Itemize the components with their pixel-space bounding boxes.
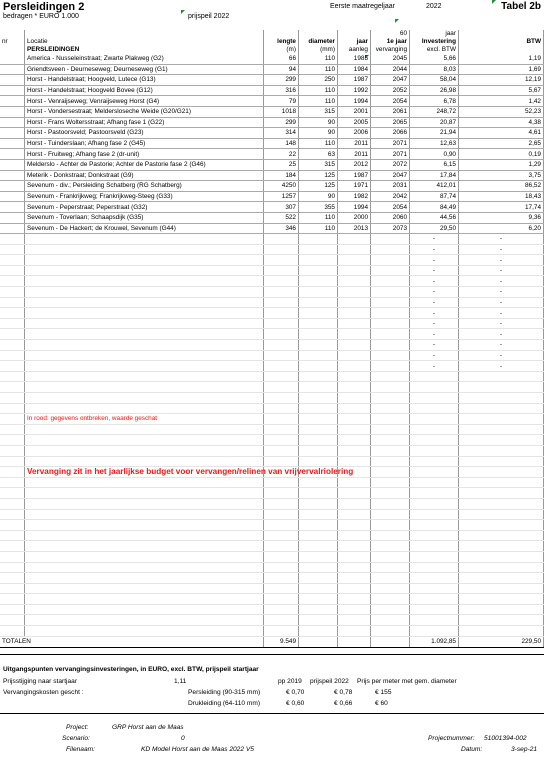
persleiding-pp2019: € 0,70 <box>286 689 305 696</box>
table-row <box>0 96 544 107</box>
table-row <box>0 149 544 160</box>
cell-aanleg: 2013 <box>338 223 371 234</box>
datum-value: 3-sep-21 <box>511 746 538 753</box>
empty-row <box>0 276 544 287</box>
cell-aanleg: 1984 <box>338 64 371 75</box>
cell-aanleg: 1985 <box>338 54 371 64</box>
col-locatie: Locatie <box>25 38 264 46</box>
table-number: Tabel 2b <box>501 1 541 12</box>
budget-note: Vervanging zit in het jaarlijkse budget voor vervangen/relinen van vrijvervalriolering <box>25 467 264 478</box>
cell-vervanging: 2042 <box>371 191 410 202</box>
cell-investering: 6,15 <box>410 159 459 170</box>
empty-row <box>0 551 544 562</box>
cell-investering: 12,63 <box>410 138 459 149</box>
filenaam-label: Filenaam: <box>66 746 95 753</box>
table-row <box>0 223 544 234</box>
cell-locatie: Horst - Tuinderslaan; Afhang fase 2 (G45) <box>25 138 264 149</box>
cell-diameter: 250 <box>299 75 338 86</box>
cell-btw-dash: - <box>459 255 544 266</box>
table-row <box>0 138 544 149</box>
cell-diameter: 90 <box>299 128 338 139</box>
col-eerste-jaar: 1e jaar <box>371 38 410 46</box>
cell-locatie: Horst - Handelstraat; Hoogveld, Lutece (G13) <box>25 75 264 86</box>
projectnummer-value: 51001394-002 <box>484 735 527 742</box>
cell-investering-dash: - <box>410 244 459 255</box>
section-persleidingen: PERSLEIDINGEN <box>25 46 264 54</box>
cell-aanleg: 2005 <box>338 117 371 128</box>
cell-vervanging: 2061 <box>371 106 410 117</box>
project-label: Project: <box>66 724 89 731</box>
cell-marker <box>492 0 496 4</box>
cell-locatie: Sevenum - Peperstraat; Peperstraat (G32) <box>25 202 264 213</box>
empty-row <box>0 626 544 637</box>
page-title: Persleidingen 2 <box>3 1 85 13</box>
empty-row <box>0 255 544 266</box>
cell-btw-dash: - <box>459 361 544 372</box>
drukleiding-2022: € 0,66 <box>334 700 353 707</box>
col-lengte: lengte <box>264 38 299 46</box>
persleiding-label: Persleiding (90-315 mm) <box>188 689 261 696</box>
empty-row <box>0 393 544 404</box>
cell-locatie: Horst - Fruitweg; Afhang fase 2 (dr-unit) <box>25 149 264 160</box>
empty-row <box>0 477 544 488</box>
uitgang-title: Uitgangspunten vervangingsinvesteringen, in EURO, excl. BTW, prijspeil startjaar <box>3 666 259 673</box>
cell-aanleg: 1994 <box>338 202 371 213</box>
cell-btw-dash: - <box>459 318 544 329</box>
drukleiding-label: Drukleiding (64-110 mm) <box>188 700 261 707</box>
cell-diameter: 110 <box>299 54 338 64</box>
cell-btw: 0,19 <box>459 149 544 160</box>
cell-aanleg: 2011 <box>338 138 371 149</box>
col-lengte-unit: (m) <box>264 46 299 54</box>
cell-investering-dash: - <box>410 308 459 319</box>
totals-investering: 1.092,85 <box>410 636 459 647</box>
empty-row <box>0 520 544 531</box>
cell-btw: 5,67 <box>459 85 544 96</box>
cell-investering: 58,04 <box>410 75 459 86</box>
table-row <box>0 85 544 96</box>
table-row <box>0 54 544 64</box>
cell-investering-dash: - <box>410 265 459 276</box>
cell-aanleg: 2012 <box>338 159 371 170</box>
empty-row <box>0 604 544 615</box>
cell-lengte: 25 <box>264 159 299 170</box>
cell-investering: 17,84 <box>410 170 459 181</box>
cell-locatie: Horst - Venraijseweg; Venraijseweg Horst (G4) <box>25 96 264 107</box>
empty-row <box>0 456 544 467</box>
drukleiding-meter: € 60 <box>375 700 388 707</box>
drukleiding-pp2019: € 0,60 <box>286 700 305 707</box>
totals-lengte: 9.549 <box>264 636 299 647</box>
cell-btw: 1,19 <box>459 54 544 64</box>
table-row <box>0 106 544 117</box>
cell-diameter: 355 <box>299 202 338 213</box>
cell-btw: 17,74 <box>459 202 544 213</box>
cell-btw: 4,38 <box>459 117 544 128</box>
prijspeil2022-label: prijspeil 2022 <box>310 678 349 685</box>
datum-label: Datum: <box>461 746 483 753</box>
empty-row <box>0 435 544 446</box>
cell-vervanging: 2054 <box>371 96 410 107</box>
cell-lengte: 299 <box>264 117 299 128</box>
cell-btw-dash: - <box>459 276 544 287</box>
col-diameter: diameter <box>299 38 338 46</box>
table-row <box>0 64 544 75</box>
empty-row <box>0 498 544 509</box>
filenaam-value: KD Model Horst aan de Maas 2022 V5 <box>141 746 254 753</box>
cell-btw-dash: - <box>459 234 544 245</box>
cell-btw-dash: - <box>459 265 544 276</box>
prijsstijging-value: 1,11 <box>174 678 187 685</box>
col-nr: nr <box>2 38 8 45</box>
cell-btw: 18,43 <box>459 191 544 202</box>
empty-row <box>0 361 544 372</box>
cell-vervanging: 2072 <box>371 159 410 170</box>
empty-row <box>0 530 544 541</box>
cell-vervanging: 2071 <box>371 149 410 160</box>
life-value: 60 <box>371 30 410 38</box>
cell-btw-dash: - <box>459 329 544 340</box>
totals-label: TOTALEN <box>0 636 264 647</box>
empty-row <box>0 414 544 425</box>
cell-investering-dash: - <box>410 287 459 298</box>
cell-investering-dash: - <box>410 255 459 266</box>
empty-row <box>0 382 544 393</box>
empty-row <box>0 573 544 584</box>
cell-investering-dash: - <box>410 234 459 245</box>
cell-vervanging: 2047 <box>371 75 410 86</box>
cell-aanleg: 1992 <box>338 85 371 96</box>
prijsstijging-label: Prijsstijging naar startjaar <box>3 678 78 685</box>
cell-btw-dash: - <box>459 297 544 308</box>
cell-investering-dash: - <box>410 361 459 372</box>
eerste-maatregeljaar-label: Eerste maatregeljaar <box>330 3 395 10</box>
cell-diameter: 110 <box>299 85 338 96</box>
cell-diameter: 110 <box>299 212 338 223</box>
cell-btw-dash: - <box>459 244 544 255</box>
table-row <box>0 170 544 181</box>
cell-investering-dash: - <box>410 276 459 287</box>
cell-btw: 1,69 <box>459 64 544 75</box>
cell-btw-dash: - <box>459 350 544 361</box>
cell-lengte: 316 <box>264 85 299 96</box>
col-btw: BTW <box>459 38 544 46</box>
col-jaar: jaar <box>338 38 371 46</box>
cell-vervanging: 2071 <box>371 138 410 149</box>
eerste-maatregeljaar-value: 2022 <box>426 3 442 10</box>
cell-lengte: 1257 <box>264 191 299 202</box>
cell-aanleg: 1994 <box>338 96 371 107</box>
cell-investering: 8,03 <box>410 64 459 75</box>
cell-locatie: Horst - Vondersestraat; Meldersloseche Weide (G20/G21) <box>25 106 264 117</box>
cell-diameter: 315 <box>299 159 338 170</box>
table-row <box>0 191 544 202</box>
cell-lengte: 314 <box>264 128 299 139</box>
cell-investering-dash: - <box>410 297 459 308</box>
cell-investering: 26,98 <box>410 85 459 96</box>
cell-lengte: 4250 <box>264 181 299 192</box>
empty-row <box>0 424 544 435</box>
cell-investering: 87,74 <box>410 191 459 202</box>
cell-investering: 6,78 <box>410 96 459 107</box>
cell-vervanging: 2031 <box>371 181 410 192</box>
cell-vervanging: 2073 <box>371 223 410 234</box>
table-row <box>0 128 544 139</box>
cell-marker <box>181 10 185 14</box>
cell-lengte: 184 <box>264 170 299 181</box>
cell-btw: 12,19 <box>459 75 544 86</box>
red-note: In rood: gegevens ontbreken, waarde geschat <box>25 414 264 425</box>
empty-row <box>0 541 544 552</box>
empty-row <box>0 403 544 414</box>
cell-aanleg: 1982 <box>338 191 371 202</box>
cell-btw: 9,36 <box>459 212 544 223</box>
cell-investering: 44,56 <box>410 212 459 223</box>
empty-row <box>0 467 544 478</box>
cell-investering-dash: - <box>410 350 459 361</box>
cell-investering: 84,49 <box>410 202 459 213</box>
cell-investering-dash: - <box>410 329 459 340</box>
cell-diameter: 90 <box>299 117 338 128</box>
cell-investering: 21,94 <box>410 128 459 139</box>
cell-lengte: 346 <box>264 223 299 234</box>
cell-investering: 29,50 <box>410 223 459 234</box>
table-row <box>0 181 544 192</box>
table-row <box>0 212 544 223</box>
cell-btw: 52,23 <box>459 106 544 117</box>
cell-investering-dash: - <box>410 318 459 329</box>
cell-diameter: 90 <box>299 191 338 202</box>
empty-row <box>0 488 544 499</box>
cell-lengte: 299 <box>264 75 299 86</box>
empty-row <box>0 287 544 298</box>
cell-diameter: 125 <box>299 181 338 192</box>
persleiding-2022: € 0,78 <box>334 689 353 696</box>
amount-unit: bedragen * EURO 1.000 <box>3 13 79 20</box>
scenario-label: Scenario: <box>62 735 90 742</box>
cell-vervanging: 2045 <box>371 54 410 64</box>
cell-locatie: America - Nusseleinstraat; Zwarte Plakweg (G2) <box>25 54 264 64</box>
empty-row <box>0 318 544 329</box>
totals-btw: 229,50 <box>459 636 544 647</box>
cell-diameter: 63 <box>299 149 338 160</box>
cell-lengte: 79 <box>264 96 299 107</box>
cell-aanleg: 1971 <box>338 181 371 192</box>
cell-locatie: Sevenum - div.; Persleiding Schatberg (RG Schatberg) <box>25 181 264 192</box>
empty-row <box>0 509 544 520</box>
cell-investering: 412,01 <box>410 181 459 192</box>
cell-aanleg: 2000 <box>338 212 371 223</box>
cell-investering: 0,90 <box>410 149 459 160</box>
cell-locatie: Horst - Pastoorsveld; Pastoorsveld (G23) <box>25 128 264 139</box>
cell-btw: 1,42 <box>459 96 544 107</box>
pp2019-label: pp 2019 <box>278 678 302 685</box>
kosten-label: Vervangingskosten gescht : <box>3 689 84 696</box>
cell-aanleg: 1987 <box>338 170 371 181</box>
cell-investering: 20,87 <box>410 117 459 128</box>
cell-locatie: Sevenum - Frankrijkweg; Frankrijkweg-Steeg (G33) <box>25 191 264 202</box>
empty-row <box>0 234 544 245</box>
cell-diameter: 125 <box>299 170 338 181</box>
cell-btw: 2,65 <box>459 138 544 149</box>
empty-row <box>0 562 544 573</box>
empty-row <box>0 445 544 456</box>
cell-vervanging: 2047 <box>371 170 410 181</box>
cell-locatie: Sevenum - De Hackert; de Krouwel, Sevenum (G44) <box>25 223 264 234</box>
empty-row <box>0 615 544 626</box>
cell-lengte: 1018 <box>264 106 299 117</box>
empty-row <box>0 329 544 340</box>
empty-row <box>0 594 544 605</box>
cell-diameter: 110 <box>299 223 338 234</box>
prijs-per-meter-label: Prijs per meter met gem. diameter <box>357 678 457 685</box>
cell-btw: 1,29 <box>459 159 544 170</box>
cell-vervanging: 2054 <box>371 202 410 213</box>
empty-row <box>0 244 544 255</box>
cell-diameter: 110 <box>299 138 338 149</box>
table-row <box>0 159 544 170</box>
cell-diameter: 110 <box>299 96 338 107</box>
cell-locatie: Horst - Handelstraat; Hoogveld Bovee (G12) <box>25 85 264 96</box>
col-vervanging: vervanging <box>371 46 410 54</box>
cell-aanleg: 1987 <box>338 75 371 86</box>
cell-vervanging: 2060 <box>371 212 410 223</box>
cell-vervanging: 2052 <box>371 85 410 96</box>
table-row <box>0 202 544 213</box>
life-unit: jaar <box>410 30 459 38</box>
empty-row <box>0 583 544 594</box>
cell-aanleg: 2011 <box>338 149 371 160</box>
cell-locatie: Sevenum - Toverlaan; Schaapsdijk (G35) <box>25 212 264 223</box>
cell-btw-dash: - <box>459 308 544 319</box>
col-excl-btw: excl. BTW <box>410 46 459 54</box>
cell-locatie: Melderslo - Achter de Pastorie; Achter de Pastorie fase 2 (G46) <box>25 159 264 170</box>
cell-lengte: 148 <box>264 138 299 149</box>
cell-btw-dash: - <box>459 340 544 351</box>
empty-row <box>0 371 544 382</box>
cell-vervanging: 2065 <box>371 117 410 128</box>
cell-vervanging: 2066 <box>371 128 410 139</box>
cell-vervanging: 2044 <box>371 64 410 75</box>
cell-btw: 6,20 <box>459 223 544 234</box>
cell-marker <box>395 19 399 23</box>
cell-btw: 3,75 <box>459 170 544 181</box>
scenario-value: 0 <box>181 735 185 742</box>
cell-lengte: 94 <box>264 64 299 75</box>
col-investering: Investering <box>410 38 459 46</box>
cell-investering: 5,66 <box>410 54 459 64</box>
cell-btw-dash: - <box>459 287 544 298</box>
empty-row <box>0 308 544 319</box>
cell-lengte: 307 <box>264 202 299 213</box>
empty-row <box>0 340 544 351</box>
col-diameter-unit: (mm) <box>299 46 338 54</box>
persleidingen-table <box>0 30 544 648</box>
prijspeil: prijspeil 2022 <box>188 13 230 20</box>
cell-lengte: 22 <box>264 149 299 160</box>
col-aanleg: aanleg <box>338 46 371 54</box>
cell-diameter: 110 <box>299 64 338 75</box>
cell-investering-dash: - <box>410 340 459 351</box>
empty-row <box>0 297 544 308</box>
cell-investering: 248,72 <box>410 106 459 117</box>
cell-locatie: Meterik - Donkstraat; Donkstraat (G9) <box>25 170 264 181</box>
cell-locatie: Griendtsveen - Deurneseweg; Deurneseweg (G1) <box>25 64 264 75</box>
cell-diameter: 315 <box>299 106 338 117</box>
table-row <box>0 75 544 86</box>
cell-lengte: 66 <box>264 54 299 64</box>
persleiding-meter: € 155 <box>375 689 392 696</box>
projectnummer-label: Projectnummer: <box>428 735 475 742</box>
cell-locatie: Horst - Frans Woltersstraat; Afhang fase 1 (G22) <box>25 117 264 128</box>
cell-btw: 86,52 <box>459 181 544 192</box>
empty-row <box>0 350 544 361</box>
project-value: GRP Horst aan de Maas <box>112 724 184 731</box>
cell-aanleg: 2006 <box>338 128 371 139</box>
cell-btw: 4,61 <box>459 128 544 139</box>
cell-lengte: 522 <box>264 212 299 223</box>
empty-row <box>0 265 544 276</box>
table-row <box>0 117 544 128</box>
cell-aanleg: 2001 <box>338 106 371 117</box>
